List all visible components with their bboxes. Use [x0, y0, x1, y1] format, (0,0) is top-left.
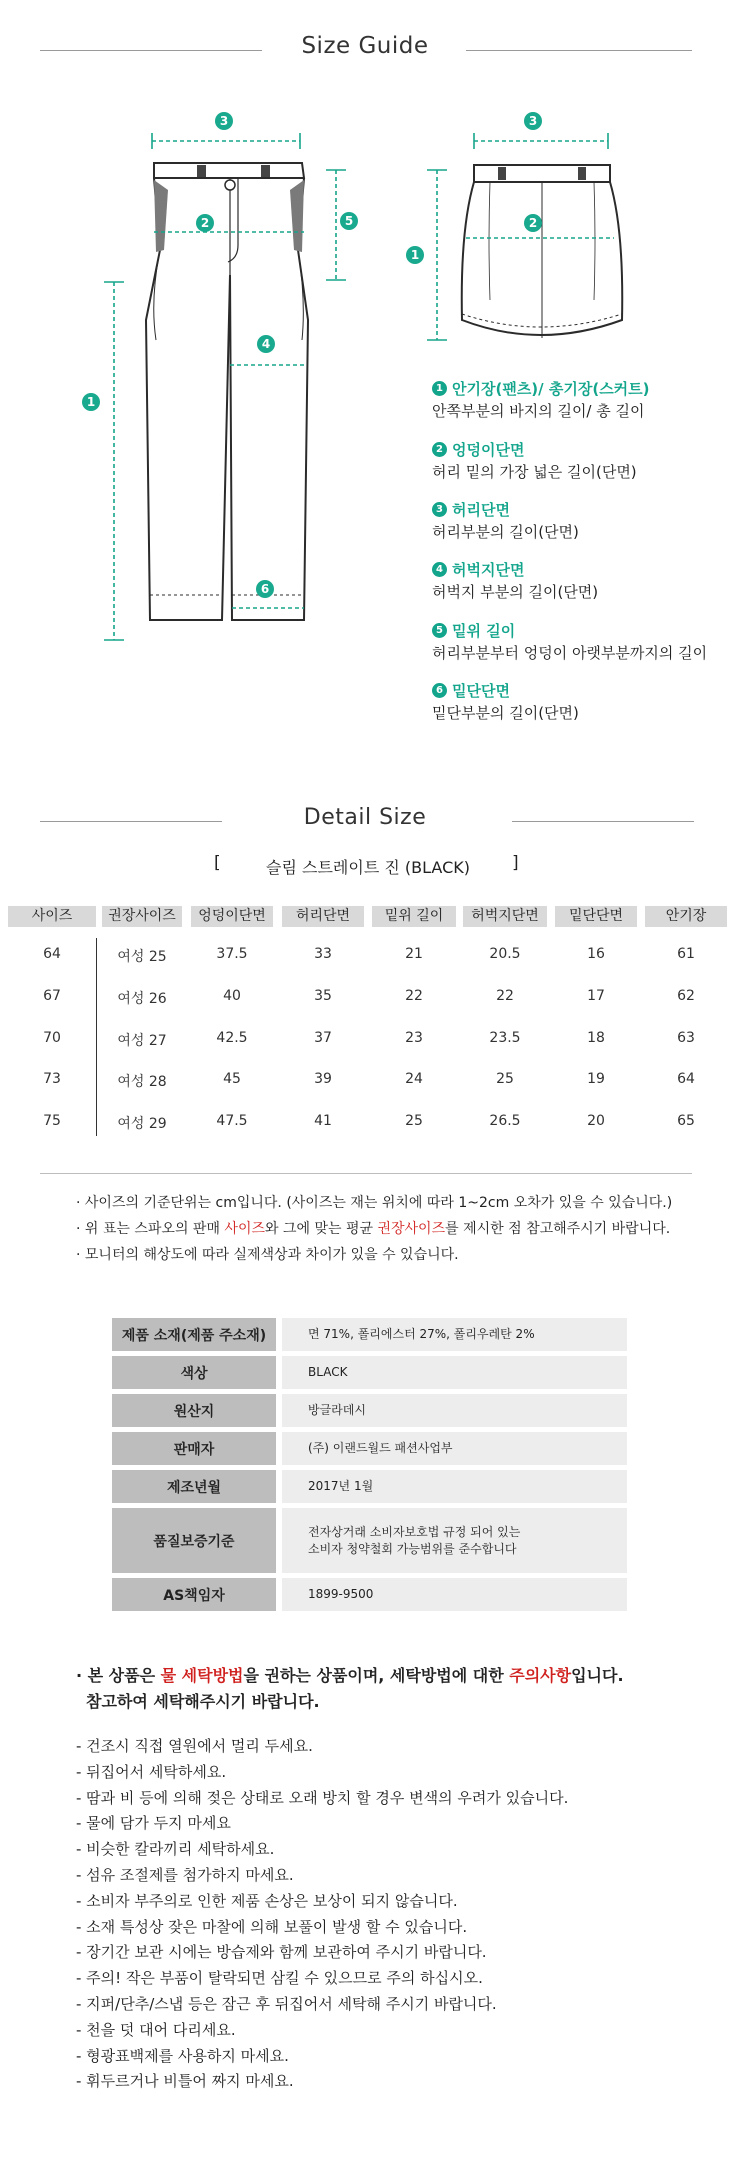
info-value-manufacture-date: 2017년 1월 [282, 1470, 627, 1503]
note-text: 와 그에 맞는 평균 [265, 1221, 378, 1237]
care-instruction: - 건조시 직접 열원에서 멀리 두세요. [76, 1737, 313, 1755]
legend-title: 엉덩이단면 [452, 440, 525, 459]
legend-title: 허벅지단면 [452, 560, 525, 579]
info-value-quality [282, 1508, 627, 1573]
marker-6-pants: 6 [256, 580, 274, 598]
legend-desc: 안쪽부분의 바지의 길이/ 총 길이 [432, 402, 645, 420]
size-table-cell: 22 [405, 988, 423, 1004]
size-table-cell: 여성 27 [117, 1033, 167, 1049]
care-instruction: - 천을 덧 대어 다리세요. [76, 2020, 236, 2039]
number-icon: 5 [432, 623, 447, 638]
size-table-cell: 62 [677, 988, 695, 1004]
info-label-as-manager: AS책임자 [112, 1578, 276, 1611]
size-table-header: 밑위 길이 [372, 906, 456, 927]
size-table-cell: 67 [43, 988, 61, 1004]
care-instruction: - 비슷한 칼라끼리 세탁하세요. [76, 1840, 275, 1859]
size-table-cell: 73 [43, 1071, 61, 1087]
note-highlight-recommended: 권장사이즈 [377, 1221, 446, 1237]
size-table-cell: 25 [405, 1113, 423, 1129]
product-bracket-open: [ [214, 853, 221, 873]
pants-illustration [70, 110, 370, 650]
size-table-cell: 23.5 [489, 1030, 521, 1046]
divider-right [466, 50, 692, 51]
care-instruction: - 소재 특성상 잦은 마찰에 의해 보풀이 발생 할 수 있습니다. [76, 1917, 468, 1936]
info-label-origin: 원산지 [112, 1394, 276, 1427]
number-icon: 2 [432, 442, 447, 457]
marker-1-pants: 1 [82, 393, 100, 411]
note-size-table [76, 1218, 670, 1238]
care-instruction: - 휘두르거나 비틀어 짜지 마세요. [76, 2072, 294, 2091]
size-table-cell: 45 [223, 1071, 241, 1087]
legend-title: 안기장(팬츠)/ 총기장(스커트) [452, 379, 650, 398]
size-table-cell: 70 [43, 1030, 61, 1046]
size-table-header: 안기장 [645, 906, 727, 927]
divider-right [512, 821, 694, 822]
info-value-color: BLACK [282, 1356, 627, 1389]
product-bracket-close: ] [512, 853, 519, 873]
care-instruction: - 장기간 보관 시에는 방습제와 함께 보관하여 주시기 바랍니다. [76, 1943, 487, 1962]
size-table-cell: 26.5 [489, 1113, 521, 1129]
size-table-cell: 42.5 [216, 1030, 248, 1046]
size-table-cell: 16 [587, 946, 605, 962]
info-value-material: 면 71%, 폴리에스터 27%, 폴리우레탄 2% [282, 1318, 627, 1351]
note-monitor: · 모니터의 해상도에 따라 실제색상과 차이가 있을 수 있습니다. [76, 1247, 459, 1263]
wash-heading-text: 입니다. [571, 1666, 624, 1685]
size-table-header: 엉덩이단면 [191, 906, 273, 927]
care-instruction: - 형광표백제를 사용하지 마세요. [76, 2046, 289, 2065]
note-highlight-size: 사이즈 [224, 1221, 265, 1237]
skirt-illustration [400, 110, 640, 360]
info-value-line: 소비자 청약철회 가능범위를 준수합니다 [308, 1541, 517, 1556]
marker-4-pants: 4 [257, 335, 275, 353]
marker-5-pants: 5 [340, 212, 358, 230]
marker-3-pants: 3 [215, 112, 233, 130]
wash-highlight-method: 물 세탁방법 [160, 1666, 244, 1685]
size-table-cell: 여성 26 [117, 991, 167, 1007]
info-label-quality: 품질보증기준 [112, 1508, 276, 1573]
wash-heading-sub: 참고하여 세탁해주시기 바랍니다. [86, 1692, 320, 1711]
size-table-cell: 여성 25 [117, 949, 167, 965]
info-label-manufacture-date: 제조년월 [112, 1470, 276, 1503]
number-icon: 4 [432, 562, 447, 577]
care-instruction: - 섬유 조절제를 첨가하지 마세요. [76, 1866, 294, 1884]
size-table-header: 밑단단면 [555, 906, 637, 927]
number-icon: 3 [432, 502, 447, 517]
size-table-cell: 64 [677, 1071, 695, 1087]
note-text: · 위 표는 스파오의 판매 [76, 1221, 225, 1237]
size-table-cell: 22 [496, 988, 514, 1004]
care-instruction: - 주의! 작은 부품이 탈락되면 삼킬 수 있으므로 주의 하십시오. [76, 1969, 483, 1988]
size-table-cell: 여성 29 [117, 1116, 167, 1132]
legend-item-5 [432, 620, 707, 662]
legend-item-4 [432, 559, 598, 601]
legend-desc: 허리부분부터 엉덩이 아랫부분까지의 길이 [432, 644, 708, 662]
size-table-cell: 18 [587, 1030, 605, 1046]
size-table-header: 권장사이즈 [102, 906, 182, 927]
wash-heading [76, 1663, 624, 1686]
marker-3-skirt: 3 [524, 112, 542, 130]
care-instruction: - 소비자 부주의로 인한 제품 손상은 보상이 되지 않습니다. [76, 1891, 458, 1910]
size-table-cell: 35 [314, 988, 332, 1004]
legend-desc: 허리부분의 길이(단면) [432, 523, 579, 541]
size-column-divider [96, 938, 97, 1136]
info-value-line: 전자상거래 소비자보호법 규정 되어 있는 [308, 1524, 521, 1539]
size-table-cell: 23 [405, 1030, 423, 1046]
size-table-cell: 여성 28 [117, 1074, 167, 1090]
size-table-cell: 41 [314, 1113, 332, 1129]
legend-desc: 허리 밑의 가장 넓은 길이(단면) [432, 463, 637, 481]
size-table-cell: 65 [677, 1113, 695, 1129]
divider-line [40, 1173, 692, 1174]
care-instruction: - 물에 담가 두지 마세요 [76, 1814, 231, 1833]
size-table-cell: 40 [223, 988, 241, 1004]
note-text: 를 제시한 점 참고해주시기 바랍니다. [445, 1221, 671, 1237]
size-table-cell: 47.5 [216, 1113, 248, 1129]
size-table-cell: 33 [314, 946, 332, 962]
size-table-cell: 75 [43, 1113, 61, 1129]
legend-desc: 허벅지 부분의 길이(단면) [432, 583, 599, 601]
size-table-cell: 61 [677, 946, 695, 962]
size-table-cell: 25 [496, 1071, 514, 1087]
number-icon: 1 [432, 381, 447, 396]
legend-item-1 [432, 378, 650, 420]
size-table-cell: 20.5 [489, 946, 521, 962]
legend-title: 허리단면 [452, 500, 510, 519]
product-name: 슬림 스트레이트 진 (BLACK) [266, 858, 470, 877]
info-label-material: 제품 소재(제품 주소재) [112, 1318, 276, 1351]
size-table-header: 허벅지단면 [463, 906, 547, 927]
size-table-cell: 21 [405, 946, 423, 962]
info-label-color: 색상 [112, 1356, 276, 1389]
size-table-cell: 37 [314, 1030, 332, 1046]
size-guide-title: Size Guide [301, 33, 429, 59]
info-value-origin: 방글라데시 [282, 1394, 627, 1427]
marker-2-pants: 2 [196, 214, 214, 232]
legend-item-6 [432, 680, 579, 722]
size-table-cell: 64 [43, 946, 61, 962]
care-instruction: - 땀과 비 등에 의해 젖은 상태로 오래 방치 할 경우 변색의 우려가 있습니다. [76, 1788, 569, 1807]
number-icon: 6 [432, 683, 447, 698]
legend-item-2 [432, 439, 637, 481]
marker-1-skirt: 1 [406, 246, 424, 264]
size-table-cell: 37.5 [216, 946, 248, 962]
legend-title: 밑위 길이 [452, 621, 516, 640]
legend-item-3 [432, 499, 579, 541]
care-instruction: - 뒤집어서 세탁하세요. [76, 1762, 227, 1781]
wash-heading-text: · 본 상품은 [76, 1666, 161, 1685]
wash-highlight-caution: 주의사항 [509, 1666, 572, 1685]
legend-title: 밑단단면 [452, 681, 510, 700]
size-table-cell: 24 [405, 1071, 423, 1087]
info-value-as-manager: 1899-9500 [282, 1578, 627, 1611]
size-table-cell: 39 [314, 1071, 332, 1087]
marker-2-skirt: 2 [524, 214, 542, 232]
note-unit: · 사이즈의 기준단위는 cm입니다. (사이즈는 재는 위치에 따라 1~2cm 오차가 있을 수 있습니다.) [76, 1195, 673, 1211]
wash-heading-text: 을 권하는 상품이며, 세탁방법에 대한 [243, 1666, 510, 1685]
care-instruction: - 지퍼/단추/스냅 등은 잠근 후 뒤집어서 세탁해 주시기 바랍니다. [76, 1995, 497, 2013]
size-table-cell: 17 [587, 988, 605, 1004]
size-table-cell: 20 [587, 1113, 605, 1129]
detail-size-title: Detail Size [303, 805, 427, 830]
size-table-cell: 19 [587, 1071, 605, 1087]
size-table-header: 사이즈 [8, 906, 96, 927]
info-label-seller: 판매자 [112, 1432, 276, 1465]
info-value-seller: (주) 이랜드월드 패션사업부 [282, 1432, 627, 1465]
legend-desc: 밑단부분의 길이(단면) [432, 704, 579, 722]
size-table-header: 허리단면 [282, 906, 364, 927]
size-table-cell: 63 [677, 1030, 695, 1046]
